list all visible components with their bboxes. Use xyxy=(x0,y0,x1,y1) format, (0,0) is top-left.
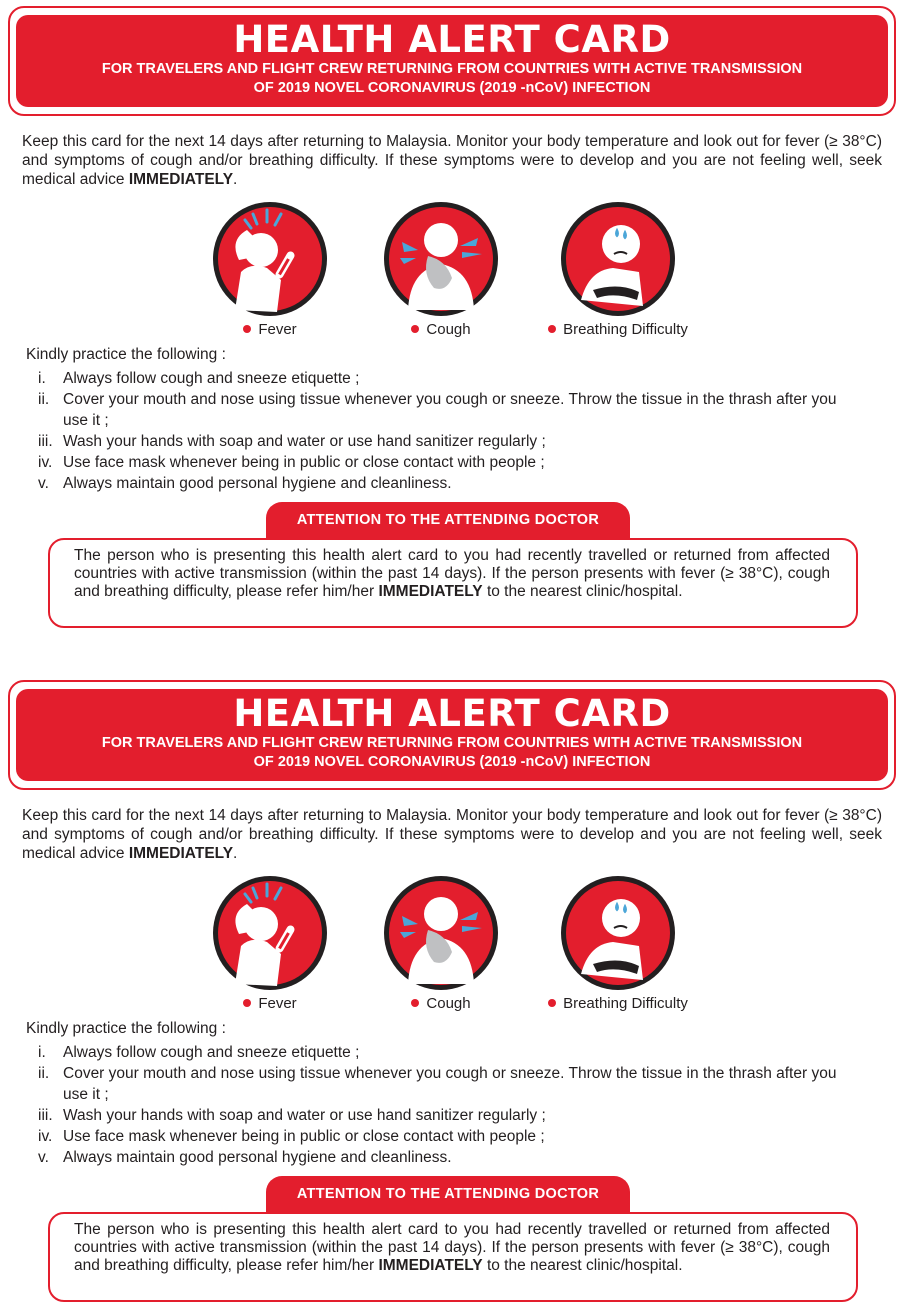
symptom-label: Cough xyxy=(341,321,541,338)
bullet-dot xyxy=(548,325,556,333)
list-item: v. Always maintain good personal hygiene and cleanliness. xyxy=(38,475,452,492)
cough-icon xyxy=(382,200,500,318)
intro-emphasis: IMMEDIATELY xyxy=(128,171,234,188)
symptom-cough xyxy=(341,874,541,1019)
intro-emphasis: IMMEDIATELY xyxy=(128,845,234,862)
fever-icon xyxy=(211,874,329,992)
intro-paragraph: Keep this card for the next 14 days after returning to Malaysia. Monitor your body temperature and look out for fever (≥ 38°C) and symptoms of cough and/or breathing difficulty. If these symptoms were to develop and you are not feeling well, seek medical advice IMMEDIATELY. xyxy=(22,807,882,862)
practice-heading: Kindly practice the following : xyxy=(26,346,226,363)
card-subtitle-line2: OF 2019 NOVEL CORONAVIRUS (2019 -nCoV) INFECTION xyxy=(253,80,651,96)
health-alert-card xyxy=(0,0,912,640)
bullet-dot xyxy=(243,999,251,1007)
symptom-cough xyxy=(341,200,541,345)
fever-icon xyxy=(211,200,329,318)
symptom-label: Cough xyxy=(341,995,541,1012)
card-subtitle-line1: FOR TRAVELERS AND FLIGHT CREW RETURNING FROM COUNTRIES WITH ACTIVE TRANSMISSION xyxy=(101,735,803,751)
card-header xyxy=(16,689,888,781)
attention-heading: ATTENTION TO THE ATTENDING DOCTOR xyxy=(266,502,630,539)
symptom-fever xyxy=(170,200,370,345)
card-subtitle-line1: FOR TRAVELERS AND FLIGHT CREW RETURNING FROM COUNTRIES WITH ACTIVE TRANSMISSION xyxy=(101,61,803,77)
symptom-fever xyxy=(170,874,370,1019)
breathing-difficulty-icon xyxy=(559,874,677,992)
symptom-label: Fever xyxy=(170,995,370,1012)
attention-emphasis: IMMEDIATELY xyxy=(378,1257,483,1274)
bullet-dot xyxy=(411,325,419,333)
card-title: HEALTH ALERT CARD xyxy=(233,692,671,735)
cough-icon xyxy=(382,874,500,992)
attention-box: The person who is presenting this health alert card to you had recently travelled or returned from affected countries with active transmission (within the past 14 days). If the person presents with fever (≥ 38°C), cough and breathing difficulty, please refer him/her IMMEDIATELY to the nearest clinic/hospital. xyxy=(48,538,858,628)
practice-heading: Kindly practice the following : xyxy=(26,1020,226,1037)
list-item: ii. Cover your mouth and nose using tissue whenever you cough or sneeze. Throw the tissue in the thrash after you use it ; xyxy=(38,1065,837,1103)
card-subtitle-line2: OF 2019 NOVEL CORONAVIRUS (2019 -nCoV) INFECTION xyxy=(253,754,651,770)
list-item: i. Always follow cough and sneeze etiquette ; xyxy=(38,370,360,387)
card-title: HEALTH ALERT CARD xyxy=(233,18,671,61)
card-header-frame xyxy=(8,6,896,116)
list-item: iv. Use face mask whenever being in public or close contact with people ; xyxy=(38,454,545,471)
symptom-breathing-difficulty xyxy=(518,874,718,1019)
health-alert-card xyxy=(0,674,912,1314)
attention-emphasis: IMMEDIATELY xyxy=(378,583,483,600)
attention-box: The person who is presenting this health alert card to you had recently travelled or returned from affected countries with active transmission (within the past 14 days). If the person presents with fever (≥ 38°C), cough and breathing difficulty, please refer him/her IMMEDIATELY to the nearest clinic/hospital. xyxy=(48,1212,858,1302)
practice-list xyxy=(38,368,848,494)
bullet-dot xyxy=(243,325,251,333)
list-item: i. Always follow cough and sneeze etiquette ; xyxy=(38,1044,360,1061)
symptom-breathing-difficulty xyxy=(518,200,718,345)
bullet-dot xyxy=(411,999,419,1007)
attention-heading: ATTENTION TO THE ATTENDING DOCTOR xyxy=(266,1176,630,1213)
card-header-frame xyxy=(8,680,896,790)
practice-list xyxy=(38,1042,848,1168)
list-item: v. Always maintain good personal hygiene and cleanliness. xyxy=(38,1149,452,1166)
symptom-label: Fever xyxy=(170,321,370,338)
list-item: iv. Use face mask whenever being in public or close contact with people ; xyxy=(38,1128,545,1145)
list-item: ii. Cover your mouth and nose using tissue whenever you cough or sneeze. Throw the tissue in the thrash after you use it ; xyxy=(38,391,837,429)
breathing-difficulty-icon xyxy=(559,200,677,318)
list-item: iii. Wash your hands with soap and water or use hand sanitizer regularly ; xyxy=(38,433,546,450)
card-header xyxy=(16,15,888,107)
list-item: iii. Wash your hands with soap and water or use hand sanitizer regularly ; xyxy=(38,1107,546,1124)
bullet-dot xyxy=(548,999,556,1007)
symptom-label: Breathing Difficulty xyxy=(518,995,718,1012)
intro-paragraph: Keep this card for the next 14 days after returning to Malaysia. Monitor your body temperature and look out for fever (≥ 38°C) and symptoms of cough and/or breathing difficulty. If these symptoms were to develop and you are not feeling well, seek medical advice IMMEDIATELY. xyxy=(22,133,882,188)
symptom-label: Breathing Difficulty xyxy=(518,321,718,338)
